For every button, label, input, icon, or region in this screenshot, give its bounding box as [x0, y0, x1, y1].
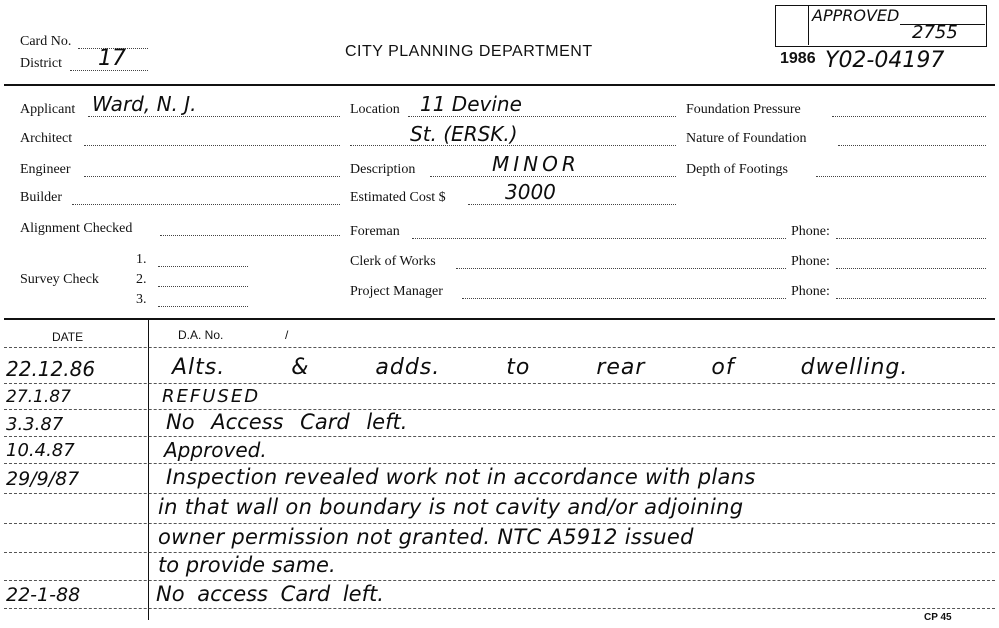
log-entry: in that wall on boundary is not cavity and/or adjoining — [158, 495, 744, 519]
log-date: 29/9/87 — [6, 468, 80, 490]
estimated-cost-label: Estimated Cost $ — [350, 190, 446, 205]
log-entry: No access Card left. — [156, 582, 384, 606]
builder-label: Builder — [20, 190, 62, 205]
table-top-rule — [4, 318, 995, 320]
log-date: 22-1-88 — [6, 584, 81, 606]
form-code: CP 45 — [924, 612, 952, 623]
project-manager-label: Project Manager — [350, 284, 443, 299]
stamp-number: 2755 — [912, 22, 958, 43]
description-value: MINOR — [492, 152, 580, 176]
log-entry: Inspection revealed work not in accordance with plans — [166, 465, 756, 489]
depth-of-footings-label: Depth of Footings — [686, 162, 788, 177]
estimated-cost-value: 3000 — [505, 180, 556, 204]
foundation-pressure-label: Foundation Pressure — [686, 102, 801, 117]
log-date: 22.12.86 — [6, 357, 96, 381]
district-label: District — [20, 56, 62, 71]
architect-label: Architect — [20, 131, 73, 146]
year-label: 1986 — [780, 50, 816, 67]
da-no-header: D.A. No. — [178, 328, 224, 342]
log-date: 3.3.87 — [6, 414, 64, 435]
location-value-2: St. (ERSK.) — [410, 122, 518, 146]
log-entry: REFUSED — [162, 386, 261, 407]
log-entry: Approved. — [164, 438, 267, 462]
date-column-divider — [148, 320, 149, 620]
clerk-of-works-label: Clerk of Works — [350, 254, 436, 269]
file-number: Y02-04197 — [825, 48, 945, 73]
log-entry: owner permission not granted. NTC A5912 issued — [158, 525, 694, 549]
applicant-label: Applicant — [20, 102, 76, 117]
date-header: DATE — [52, 330, 84, 344]
survey-item-3: 3. — [136, 292, 147, 307]
log-entry: Alts. & adds. to rear of dwelling. — [172, 355, 909, 380]
log-entry: No Access Card left. — [166, 410, 408, 434]
survey-item-1: 1. — [136, 252, 147, 267]
da-no-value: / — [285, 328, 289, 342]
log-date: 10.4.87 — [6, 440, 75, 461]
engineer-label: Engineer — [20, 162, 71, 177]
department-title: CITY PLANNING DEPARTMENT — [345, 43, 593, 60]
log-date: 27.1.87 — [6, 387, 71, 407]
description-label: Description — [350, 162, 416, 177]
district-value: 17 — [98, 46, 126, 71]
stamp-text: APPROVED — [812, 6, 900, 25]
foreman-label: Foreman — [350, 224, 400, 239]
survey-label: Survey Check — [20, 272, 99, 287]
phone-label-1: Phone: — [791, 224, 830, 239]
nature-of-foundation-label: Nature of Foundation — [686, 131, 807, 146]
applicant-value: Ward, N. J. — [92, 92, 197, 116]
alignment-label: Alignment Checked — [20, 221, 133, 236]
card-no-label: Card No. — [20, 34, 72, 49]
location-value: 11 Devine — [420, 92, 522, 116]
log-entry: to provide same. — [158, 553, 336, 577]
location-label: Location — [350, 102, 400, 117]
phone-label-2: Phone: — [791, 254, 830, 269]
survey-item-2: 2. — [136, 272, 147, 287]
header-rule — [4, 84, 995, 86]
phone-label-3: Phone: — [791, 284, 830, 299]
